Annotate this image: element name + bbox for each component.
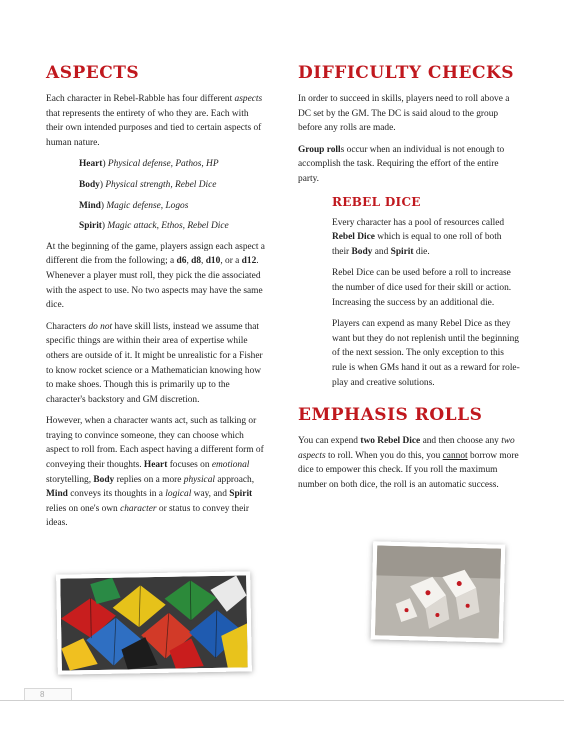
convince-paragraph: However, when a character wants act, such as talking or traying to convince someone, they can choose which aspect to roll from. Each aspect having a different form of conveying their thoughts. Heart focuses on emotional storytelling, Body replies on a more physical approach, Mind conveys its thoughts in a logical way, and Spirit relies on one's own character or status to convey their ideas.	[46, 416, 264, 529]
rebel-dice-heading: REBEL DICE	[332, 194, 421, 209]
dice-pile-image	[60, 575, 248, 670]
dice-pile-photo	[56, 571, 252, 674]
aspects-heading: ASPECTS	[46, 63, 140, 83]
right-column	[298, 62, 520, 499]
aspect-mind: Mind) Magic defense, Logos	[79, 200, 189, 211]
emphasis-paragraph: You can expend two Rebel Dice and then choose any two aspects to roll. When you do this, you cannot borrow more dice to empower this check. If you roll the maximum number on both dice, the roll is an automatic success.	[298, 436, 519, 490]
rebel-dice-section	[332, 194, 520, 391]
dice-assignment-paragraph: At the beginning of the game, players assign each aspect a different die from the following; a d6, d8, d10, or a d12. Whenever a player must roll, they pick the die associated with the aspect to use. No two aspects may have the same dice.	[46, 241, 265, 311]
rebel-dice-paragraph-2: Rebel Dice can be used before a roll to increase the number of dice used for their skill or action. Increasing the success by an additional die.	[332, 268, 512, 308]
aspects-intro: Each character in Rebel-Rabble has four different aspects that represents the entirety of who they are. Each with their own intended purposes and tied to certain aspects of human nature.	[46, 94, 263, 148]
white-dice-photo	[371, 541, 506, 642]
left-column	[46, 62, 268, 538]
rebel-dice-paragraph-3: Players can expend as many Rebel Dice as they want but they do not replenish until the beginning of the next session. The only exception to this rule is when GMs hand it out as a reward for role-play and creative solutions.	[332, 319, 520, 388]
aspect-spirit: Spirit) Magic attack, Ethos, Rebel Dice	[79, 221, 229, 232]
emphasis-rolls-heading: EMPHASIS ROLLS	[298, 405, 483, 426]
aspect-body: Body) Physical strength, Rebel Dice	[79, 179, 217, 190]
difficulty-checks-heading: DIFFICULTY CHECKS	[298, 63, 515, 83]
group-roll-paragraph: Group rolls occur when an individual is not enough to accomplish the task. Requiring the effort of the entire party.	[298, 144, 505, 184]
dc-paragraph: In order to succeed in skills, players need to roll above a DC set by the GM. The DC is said aloud to the group before any rolls are made.	[298, 94, 510, 134]
rebel-dice-paragraph-1: Every character has a pool of resources called Rebel Dice which is equal to one roll of both their Body and Spirit die.	[332, 217, 505, 257]
skill-list-paragraph: Characters do not have skill lists, instead we assume that specific things are within their area of expertise while others are outside of it. It might be unrealistic for a Fisher to know rocket science or a Mathematician knowing how to make shoes. Though this is primarily up to the character's backstory and GM discretion.	[46, 321, 263, 405]
page-number: 8	[40, 690, 45, 699]
footer-divider	[0, 700, 564, 701]
white-dice-image	[375, 545, 501, 638]
aspect-heart: Heart) Physical defense, Pathos, HP	[79, 159, 219, 170]
